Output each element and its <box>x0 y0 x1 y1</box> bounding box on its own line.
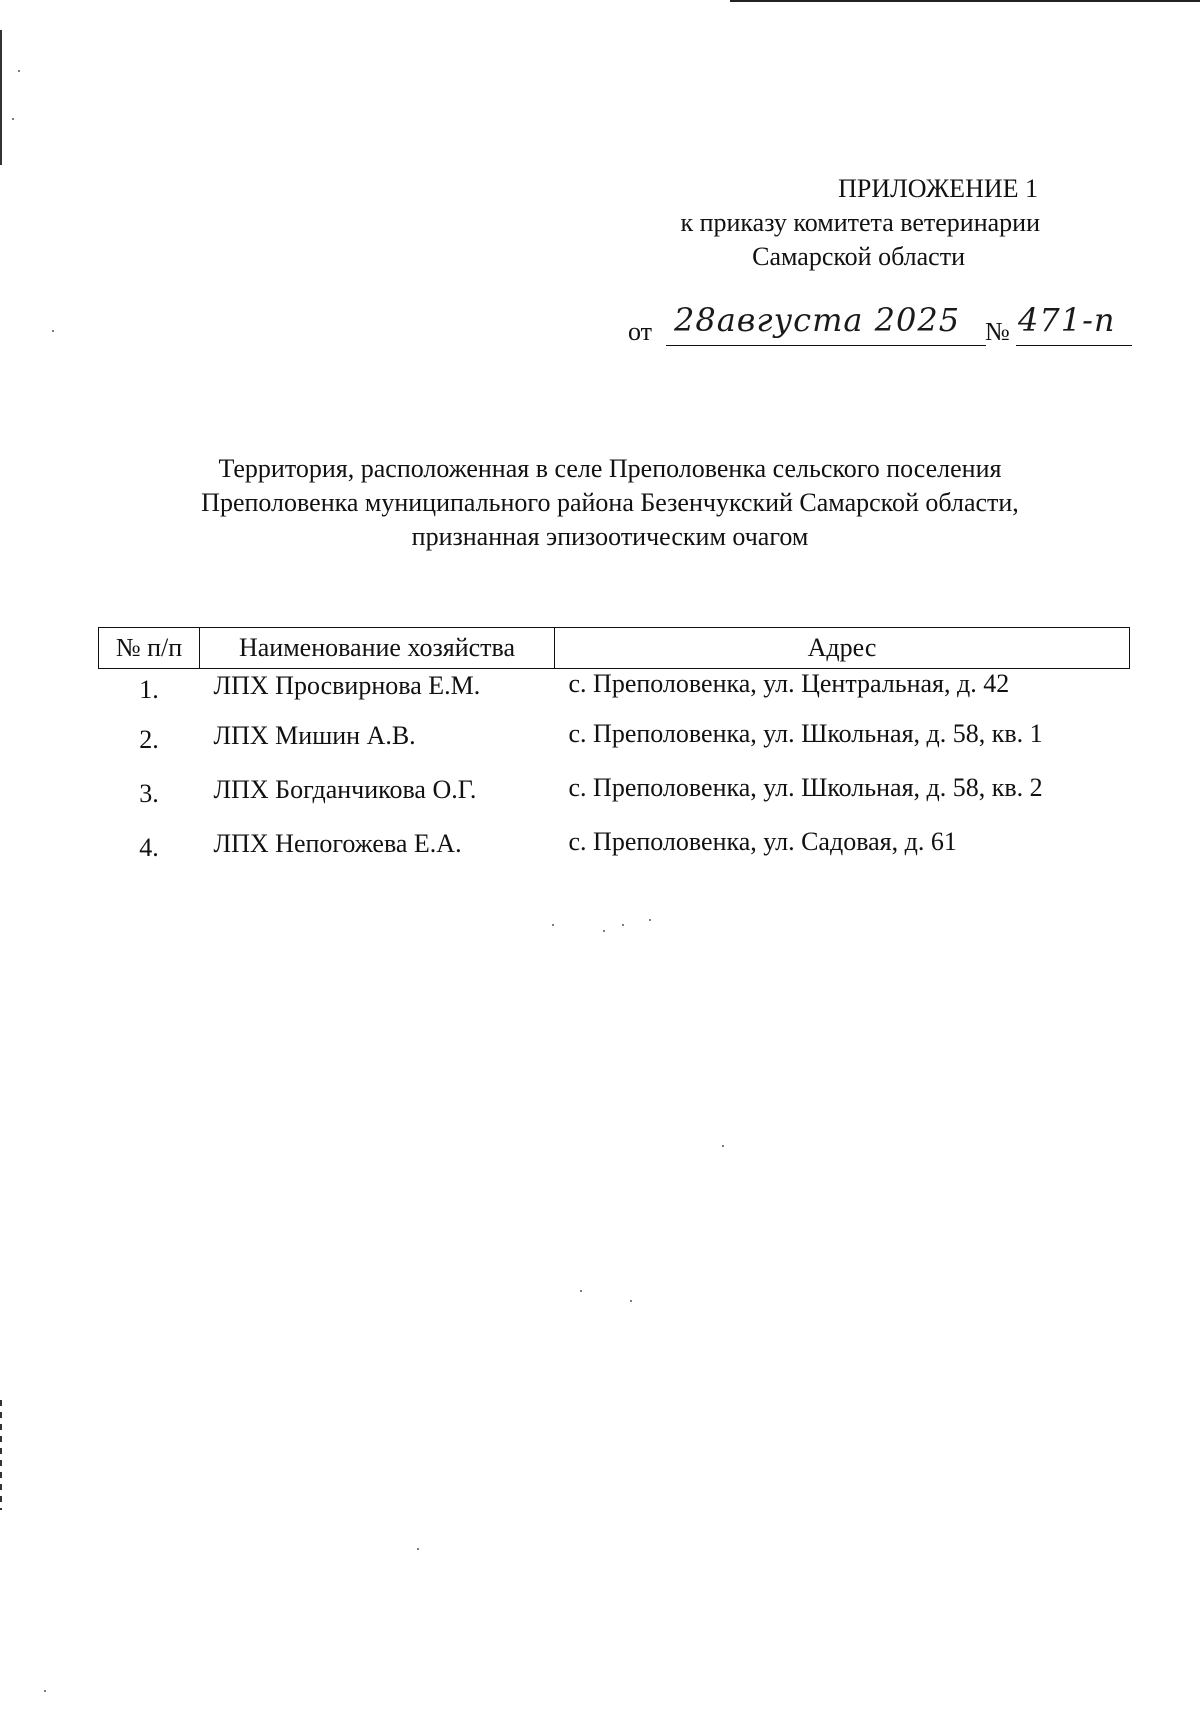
scan-speck <box>630 1300 632 1302</box>
header-number: № п/п <box>99 628 200 669</box>
households-table <box>98 627 1130 881</box>
row-number: 3. <box>139 779 159 808</box>
order-number-field <box>1016 301 1132 346</box>
row-number: 2. <box>139 725 159 754</box>
row-number: 1. <box>139 675 159 704</box>
household-name: ЛПХ Богданчикова О.Г. <box>213 775 477 804</box>
scan-speck <box>18 70 20 72</box>
header-address: Адрес <box>555 628 1130 669</box>
scan-speck <box>44 1690 46 1692</box>
scan-speck <box>52 330 54 332</box>
header-name: Наименование хозяйства <box>200 628 555 669</box>
number-sign: № <box>985 317 1010 346</box>
scan-edge-mark <box>0 1400 2 1510</box>
table-row <box>99 773 1130 827</box>
household-address: с. Преполовенка, ул. Школьная, д. 58, кв. 2 <box>568 773 1043 802</box>
title-line: Территория, расположенная в селе Преполовенка сельского поселения <box>218 454 1002 483</box>
household-address: с. Преполовенка, ул. Садовая, д. 61 <box>568 827 957 856</box>
household-address: с. Преполовенка, ул. Центральная, д. 42 <box>568 669 1010 698</box>
appendix-title: ПРИЛОЖЕНИЕ 1 <box>838 174 1038 203</box>
scan-speck <box>603 930 605 932</box>
scan-speck <box>12 118 14 120</box>
table-row <box>99 719 1130 773</box>
row-number: 4. <box>139 833 159 862</box>
household-address: с. Преполовенка, ул. Школьная, д. 58, кв. 1 <box>568 719 1043 748</box>
scan-speck <box>722 1145 724 1147</box>
table-header-row <box>99 628 1130 669</box>
scan-edge-line <box>730 0 1200 2</box>
table-row <box>99 669 1130 720</box>
household-name: ЛПХ Непогожева Е.А. <box>213 829 462 858</box>
title-line: Преполовенка муниципального района Безенчукский Самарской области, <box>201 488 1019 517</box>
appendix-line-region: Самарской области <box>752 242 965 271</box>
title-line: признанная эпизоотическим очагом <box>411 522 809 551</box>
date-prefix: от <box>628 317 653 346</box>
household-name: ЛПХ Просвирнова Е.М. <box>213 671 481 700</box>
household-name: ЛПХ Мишин А.В. <box>213 721 416 750</box>
scan-speck <box>417 1548 419 1550</box>
scan-speck <box>649 919 651 921</box>
scan-speck <box>580 1290 582 1292</box>
table-row <box>99 827 1130 881</box>
appendix-header <box>620 172 1040 274</box>
document-title <box>150 452 1070 554</box>
scan-speck <box>622 924 624 926</box>
order-date-line <box>628 301 1128 353</box>
date-field <box>666 301 986 346</box>
scan-edge-mark <box>0 30 2 165</box>
scan-speck <box>552 924 554 926</box>
handwritten-number: 471-п <box>1018 301 1116 339</box>
appendix-line-order: к приказу комитета ветеринарии <box>680 208 1040 237</box>
handwritten-date: 28августа 2025 <box>674 301 961 339</box>
